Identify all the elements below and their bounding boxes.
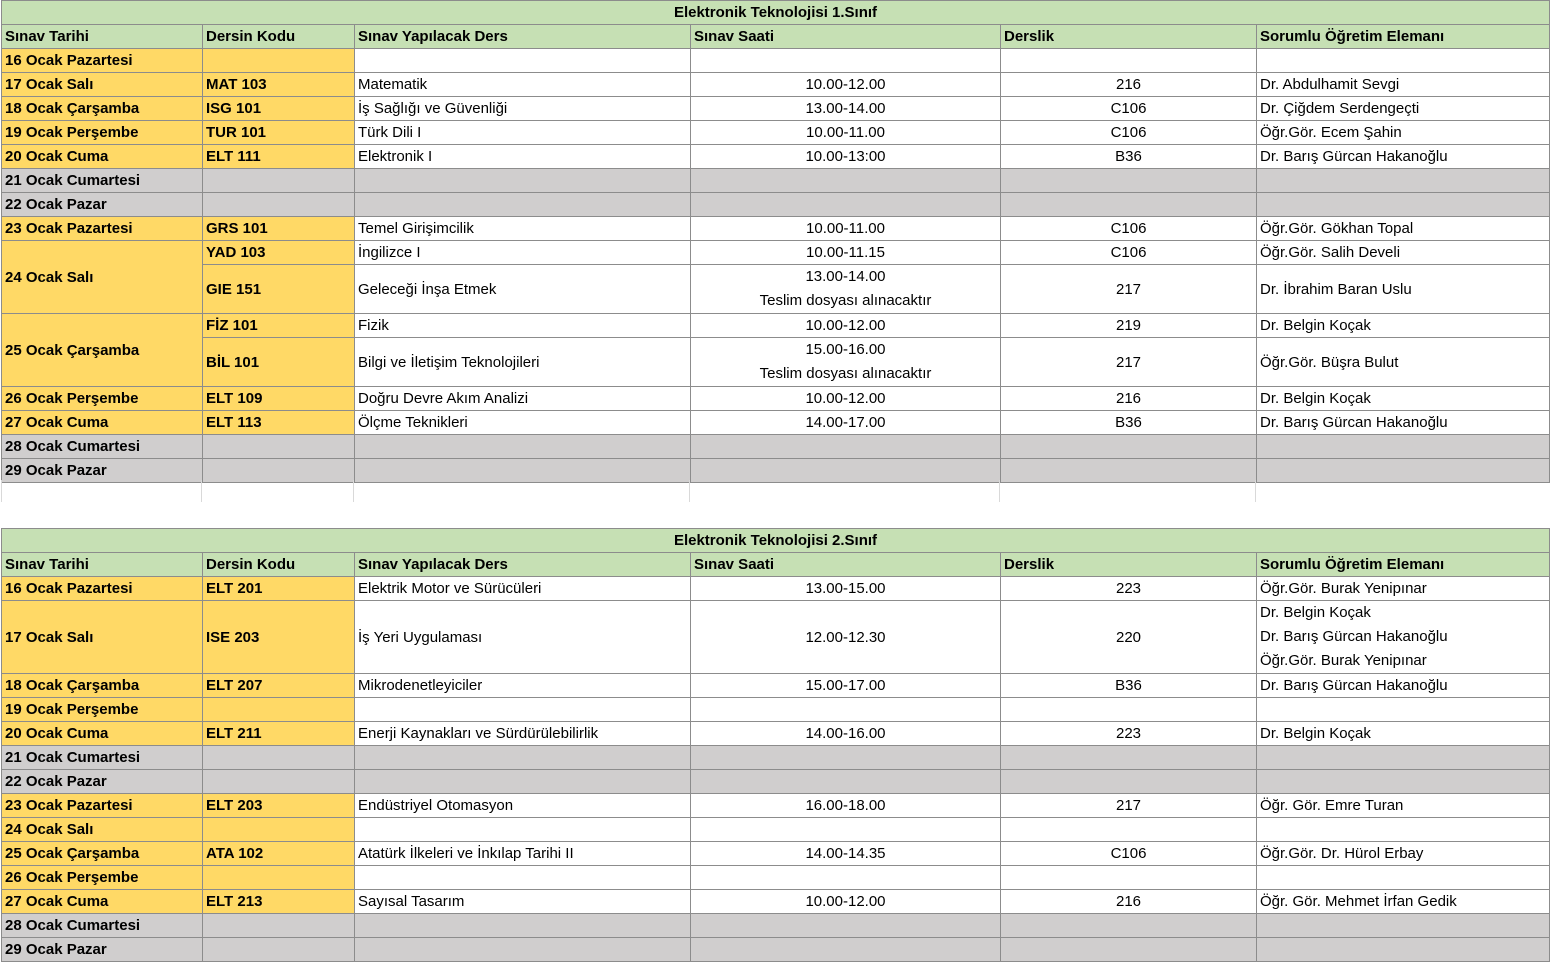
staff-cell: Dr. Belgin Koçak — [1257, 387, 1550, 411]
table-row — [2, 49, 1550, 73]
course-cell: Atatürk İlkeleri ve İnkılap Tarihi II — [355, 842, 691, 866]
table-row — [2, 890, 1550, 914]
code-cell — [203, 698, 355, 722]
table-row — [2, 794, 1550, 818]
code-cell: ATA 102 — [203, 842, 355, 866]
col-header-staff: Sorumlu Öğretim Elemanı — [1257, 25, 1550, 49]
code-cell: FİZ 101 — [203, 314, 355, 338]
course-cell: Türk Dili I — [355, 121, 691, 145]
time-cell: 15.00-17.00 — [691, 674, 1001, 698]
header-row — [2, 25, 1550, 49]
code-cell: ELT 113 — [203, 411, 355, 435]
course-cell: İngilizce I — [355, 241, 691, 265]
col-header-course: Sınav Yapılacak Ders — [355, 553, 691, 577]
time-cell: 10.00-12.00 — [691, 73, 1001, 97]
staff-cell — [1257, 698, 1550, 722]
table-row — [2, 97, 1550, 121]
room-cell — [1001, 698, 1257, 722]
code-cell: ISG 101 — [203, 97, 355, 121]
date-cell: 19 Ocak Perşembe — [2, 698, 203, 722]
header-row — [2, 553, 1550, 577]
staff-cell: Dr. Belgin Koçak — [1257, 722, 1550, 746]
code-cell: ISE 203 — [203, 601, 355, 674]
time-cell: 14.00-17.00 — [691, 411, 1001, 435]
staff-cell: Öğr.Gör. Büşra Bulut — [1257, 338, 1550, 387]
course-cell: Doğru Devre Akım Analizi — [355, 387, 691, 411]
course-cell — [355, 49, 691, 73]
code-cell: ELT 213 — [203, 890, 355, 914]
date-cell: 28 Ocak Cumartesi — [2, 914, 203, 938]
date-cell: 18 Ocak Çarşamba — [2, 97, 203, 121]
staff-cell: Dr. İbrahim Baran Uslu — [1257, 265, 1550, 314]
course-cell: Fizik — [355, 314, 691, 338]
sheet-gap — [1, 480, 1549, 502]
time-note: Teslim dosyası alınacaktır — [759, 292, 932, 309]
room-cell: 217 — [1001, 265, 1257, 314]
table-row — [2, 842, 1550, 866]
staff-name: Dr. Belgin Koçak — [1260, 604, 1371, 621]
time-text: 15.00-16.00 — [805, 341, 886, 358]
time-cell — [691, 265, 1001, 314]
col-header-room: Derslik — [1001, 553, 1257, 577]
time-cell: 10.00-12.00 — [691, 387, 1001, 411]
date-cell: 22 Ocak Pazar — [2, 193, 203, 217]
col-header-room: Derslik — [1001, 25, 1257, 49]
course-cell: Bilgi ve İletişim Teknolojileri — [355, 338, 691, 387]
time-cell: 10.00-11.00 — [691, 121, 1001, 145]
time-cell — [691, 698, 1001, 722]
date-cell: 29 Ocak Pazar — [2, 938, 203, 962]
course-cell: Ölçme Teknikleri — [355, 411, 691, 435]
time-cell: 10.00-12.00 — [691, 890, 1001, 914]
table-row — [2, 73, 1550, 97]
room-cell — [1001, 49, 1257, 73]
exam-table-class-2 — [1, 528, 1550, 962]
course-cell — [355, 866, 691, 890]
room-cell: C106 — [1001, 842, 1257, 866]
col-header-time: Sınav Saati — [691, 553, 1001, 577]
staff-cell: Dr. Barış Gürcan Hakanoğlu — [1257, 145, 1550, 169]
code-cell: ELT 203 — [203, 794, 355, 818]
staff-cell: Dr. Barış Gürcan Hakanoğlu — [1257, 674, 1550, 698]
table-row — [2, 241, 1550, 265]
room-cell: 219 — [1001, 314, 1257, 338]
col-header-time: Sınav Saati — [691, 25, 1001, 49]
weekend-row — [2, 938, 1550, 962]
course-cell: İş Sağlığı ve Güvenliği — [355, 97, 691, 121]
date-cell: 20 Ocak Cuma — [2, 722, 203, 746]
date-cell: 25 Ocak Çarşamba — [2, 842, 203, 866]
code-cell: ELT 109 — [203, 387, 355, 411]
weekend-row — [2, 193, 1550, 217]
weekend-row — [2, 770, 1550, 794]
staff-cell: Öğr.Gör. Ecem Şahin — [1257, 121, 1550, 145]
date-cell: 22 Ocak Pazar — [2, 770, 203, 794]
room-cell: 223 — [1001, 722, 1257, 746]
staff-cell — [1257, 866, 1550, 890]
weekend-row — [2, 746, 1550, 770]
table-row — [2, 265, 1550, 314]
staff-name: Öğr.Gör. Burak Yenipınar — [1260, 652, 1427, 669]
date-cell: 24 Ocak Salı — [2, 241, 203, 314]
room-cell: 216 — [1001, 387, 1257, 411]
table-row — [2, 601, 1550, 674]
staff-cell: Öğr. Gör. Emre Turan — [1257, 794, 1550, 818]
date-cell: 21 Ocak Cumartesi — [2, 169, 203, 193]
date-cell: 27 Ocak Cuma — [2, 890, 203, 914]
code-cell: TUR 101 — [203, 121, 355, 145]
code-cell — [203, 49, 355, 73]
time-cell: 13.00-14.00 — [691, 97, 1001, 121]
code-cell — [203, 866, 355, 890]
date-cell: 27 Ocak Cuma — [2, 411, 203, 435]
code-cell: ELT 207 — [203, 674, 355, 698]
staff-cell — [1257, 49, 1550, 73]
table-row — [2, 577, 1550, 601]
course-cell: Mikrodenetleyiciler — [355, 674, 691, 698]
table-row — [2, 314, 1550, 338]
time-cell: 10.00-11.00 — [691, 217, 1001, 241]
course-cell: Matematik — [355, 73, 691, 97]
time-cell: 16.00-18.00 — [691, 794, 1001, 818]
date-cell: 20 Ocak Cuma — [2, 145, 203, 169]
weekend-row — [2, 459, 1550, 483]
table-row — [2, 338, 1550, 387]
date-cell: 24 Ocak Salı — [2, 818, 203, 842]
room-cell: 217 — [1001, 794, 1257, 818]
staff-cell: Dr. Belgin Koçak — [1257, 314, 1550, 338]
table-row — [2, 818, 1550, 842]
time-cell: 14.00-14.35 — [691, 842, 1001, 866]
room-cell: 220 — [1001, 601, 1257, 674]
date-cell: 17 Ocak Salı — [2, 601, 203, 674]
col-header-code: Dersin Kodu — [203, 553, 355, 577]
date-cell: 23 Ocak Pazartesi — [2, 217, 203, 241]
course-cell — [355, 818, 691, 842]
time-cell — [691, 866, 1001, 890]
course-cell: Temel Girişimcilik — [355, 217, 691, 241]
room-cell: C106 — [1001, 121, 1257, 145]
date-cell: 28 Ocak Cumartesi — [2, 435, 203, 459]
time-text: 13.00-14.00 — [805, 268, 886, 285]
room-cell: 216 — [1001, 73, 1257, 97]
date-cell: 21 Ocak Cumartesi — [2, 746, 203, 770]
date-cell: 16 Ocak Pazartesi — [2, 49, 203, 73]
date-cell: 26 Ocak Perşembe — [2, 387, 203, 411]
code-cell: ELT 211 — [203, 722, 355, 746]
course-cell: Elektronik I — [355, 145, 691, 169]
time-cell: 10.00-12.00 — [691, 314, 1001, 338]
time-note: Teslim dosyası alınacaktır — [759, 365, 932, 382]
date-cell: 17 Ocak Salı — [2, 73, 203, 97]
room-cell: B36 — [1001, 674, 1257, 698]
code-cell: GRS 101 — [203, 217, 355, 241]
table-row — [2, 217, 1550, 241]
course-cell: İş Yeri Uygulaması — [355, 601, 691, 674]
date-cell: 19 Ocak Perşembe — [2, 121, 203, 145]
table-row — [2, 698, 1550, 722]
room-cell: 216 — [1001, 890, 1257, 914]
course-cell — [355, 698, 691, 722]
col-header-date: Sınav Tarihi — [2, 553, 203, 577]
code-cell: ELT 111 — [203, 145, 355, 169]
code-cell: MAT 103 — [203, 73, 355, 97]
staff-name: Dr. Barış Gürcan Hakanoğlu — [1260, 628, 1448, 645]
code-cell: ELT 201 — [203, 577, 355, 601]
time-cell: 13.00-15.00 — [691, 577, 1001, 601]
room-cell: 223 — [1001, 577, 1257, 601]
code-cell: YAD 103 — [203, 241, 355, 265]
date-cell: 16 Ocak Pazartesi — [2, 577, 203, 601]
time-cell — [691, 338, 1001, 387]
course-cell: Geleceği İnşa Etmek — [355, 265, 691, 314]
weekend-row — [2, 435, 1550, 459]
staff-cell: Dr. Barış Gürcan Hakanoğlu — [1257, 411, 1550, 435]
room-cell: 217 — [1001, 338, 1257, 387]
date-cell: 18 Ocak Çarşamba — [2, 674, 203, 698]
col-header-course: Sınav Yapılacak Ders — [355, 25, 691, 49]
code-cell: GIE 151 — [203, 265, 355, 314]
room-cell: B36 — [1001, 411, 1257, 435]
table-row — [2, 411, 1550, 435]
code-cell — [203, 818, 355, 842]
date-cell: 23 Ocak Pazartesi — [2, 794, 203, 818]
course-cell: Endüstriyel Otomasyon — [355, 794, 691, 818]
staff-cell: Dr. Çiğdem Serdengeçti — [1257, 97, 1550, 121]
date-cell: 25 Ocak Çarşamba — [2, 314, 203, 387]
room-cell — [1001, 818, 1257, 842]
staff-cell: Öğr.Gör. Salih Develi — [1257, 241, 1550, 265]
room-cell: C106 — [1001, 217, 1257, 241]
staff-cell: Dr. Abdulhamit Sevgi — [1257, 73, 1550, 97]
room-cell: C106 — [1001, 97, 1257, 121]
course-cell: Elektrik Motor ve Sürücüleri — [355, 577, 691, 601]
table-row — [2, 722, 1550, 746]
staff-cell — [1257, 818, 1550, 842]
staff-cell: Öğr.Gör. Gökhan Topal — [1257, 217, 1550, 241]
course-cell: Enerji Kaynakları ve Sürdürülebilirlik — [355, 722, 691, 746]
col-header-date: Sınav Tarihi — [2, 25, 203, 49]
table-row — [2, 121, 1550, 145]
col-header-staff: Sorumlu Öğretim Elemanı — [1257, 553, 1550, 577]
time-cell — [691, 49, 1001, 73]
room-cell: C106 — [1001, 241, 1257, 265]
table-row — [2, 674, 1550, 698]
staff-cell: Öğr.Gör. Burak Yenipınar — [1257, 577, 1550, 601]
table-row — [2, 387, 1550, 411]
table-row — [2, 145, 1550, 169]
time-cell: 10.00-13:00 — [691, 145, 1001, 169]
table-title: Elektronik Teknolojisi 1.Sınıf — [2, 1, 1550, 25]
date-cell: 26 Ocak Perşembe — [2, 866, 203, 890]
time-cell — [691, 818, 1001, 842]
date-cell: 29 Ocak Pazar — [2, 459, 203, 483]
staff-cell — [1257, 601, 1550, 674]
staff-cell: Öğr. Gör. Mehmet İrfan Gedik — [1257, 890, 1550, 914]
exam-table-class-1 — [1, 0, 1550, 483]
code-cell: BİL 101 — [203, 338, 355, 387]
staff-cell: Öğr.Gör. Dr. Hürol Erbay — [1257, 842, 1550, 866]
room-cell: B36 — [1001, 145, 1257, 169]
time-cell: 14.00-16.00 — [691, 722, 1001, 746]
time-cell: 12.00-12.30 — [691, 601, 1001, 674]
table-row — [2, 866, 1550, 890]
table-title: Elektronik Teknolojisi 2.Sınıf — [2, 529, 1550, 553]
weekend-row — [2, 169, 1550, 193]
time-cell: 10.00-11.15 — [691, 241, 1001, 265]
room-cell — [1001, 866, 1257, 890]
course-cell: Sayısal Tasarım — [355, 890, 691, 914]
col-header-code: Dersin Kodu — [203, 25, 355, 49]
weekend-row — [2, 914, 1550, 938]
